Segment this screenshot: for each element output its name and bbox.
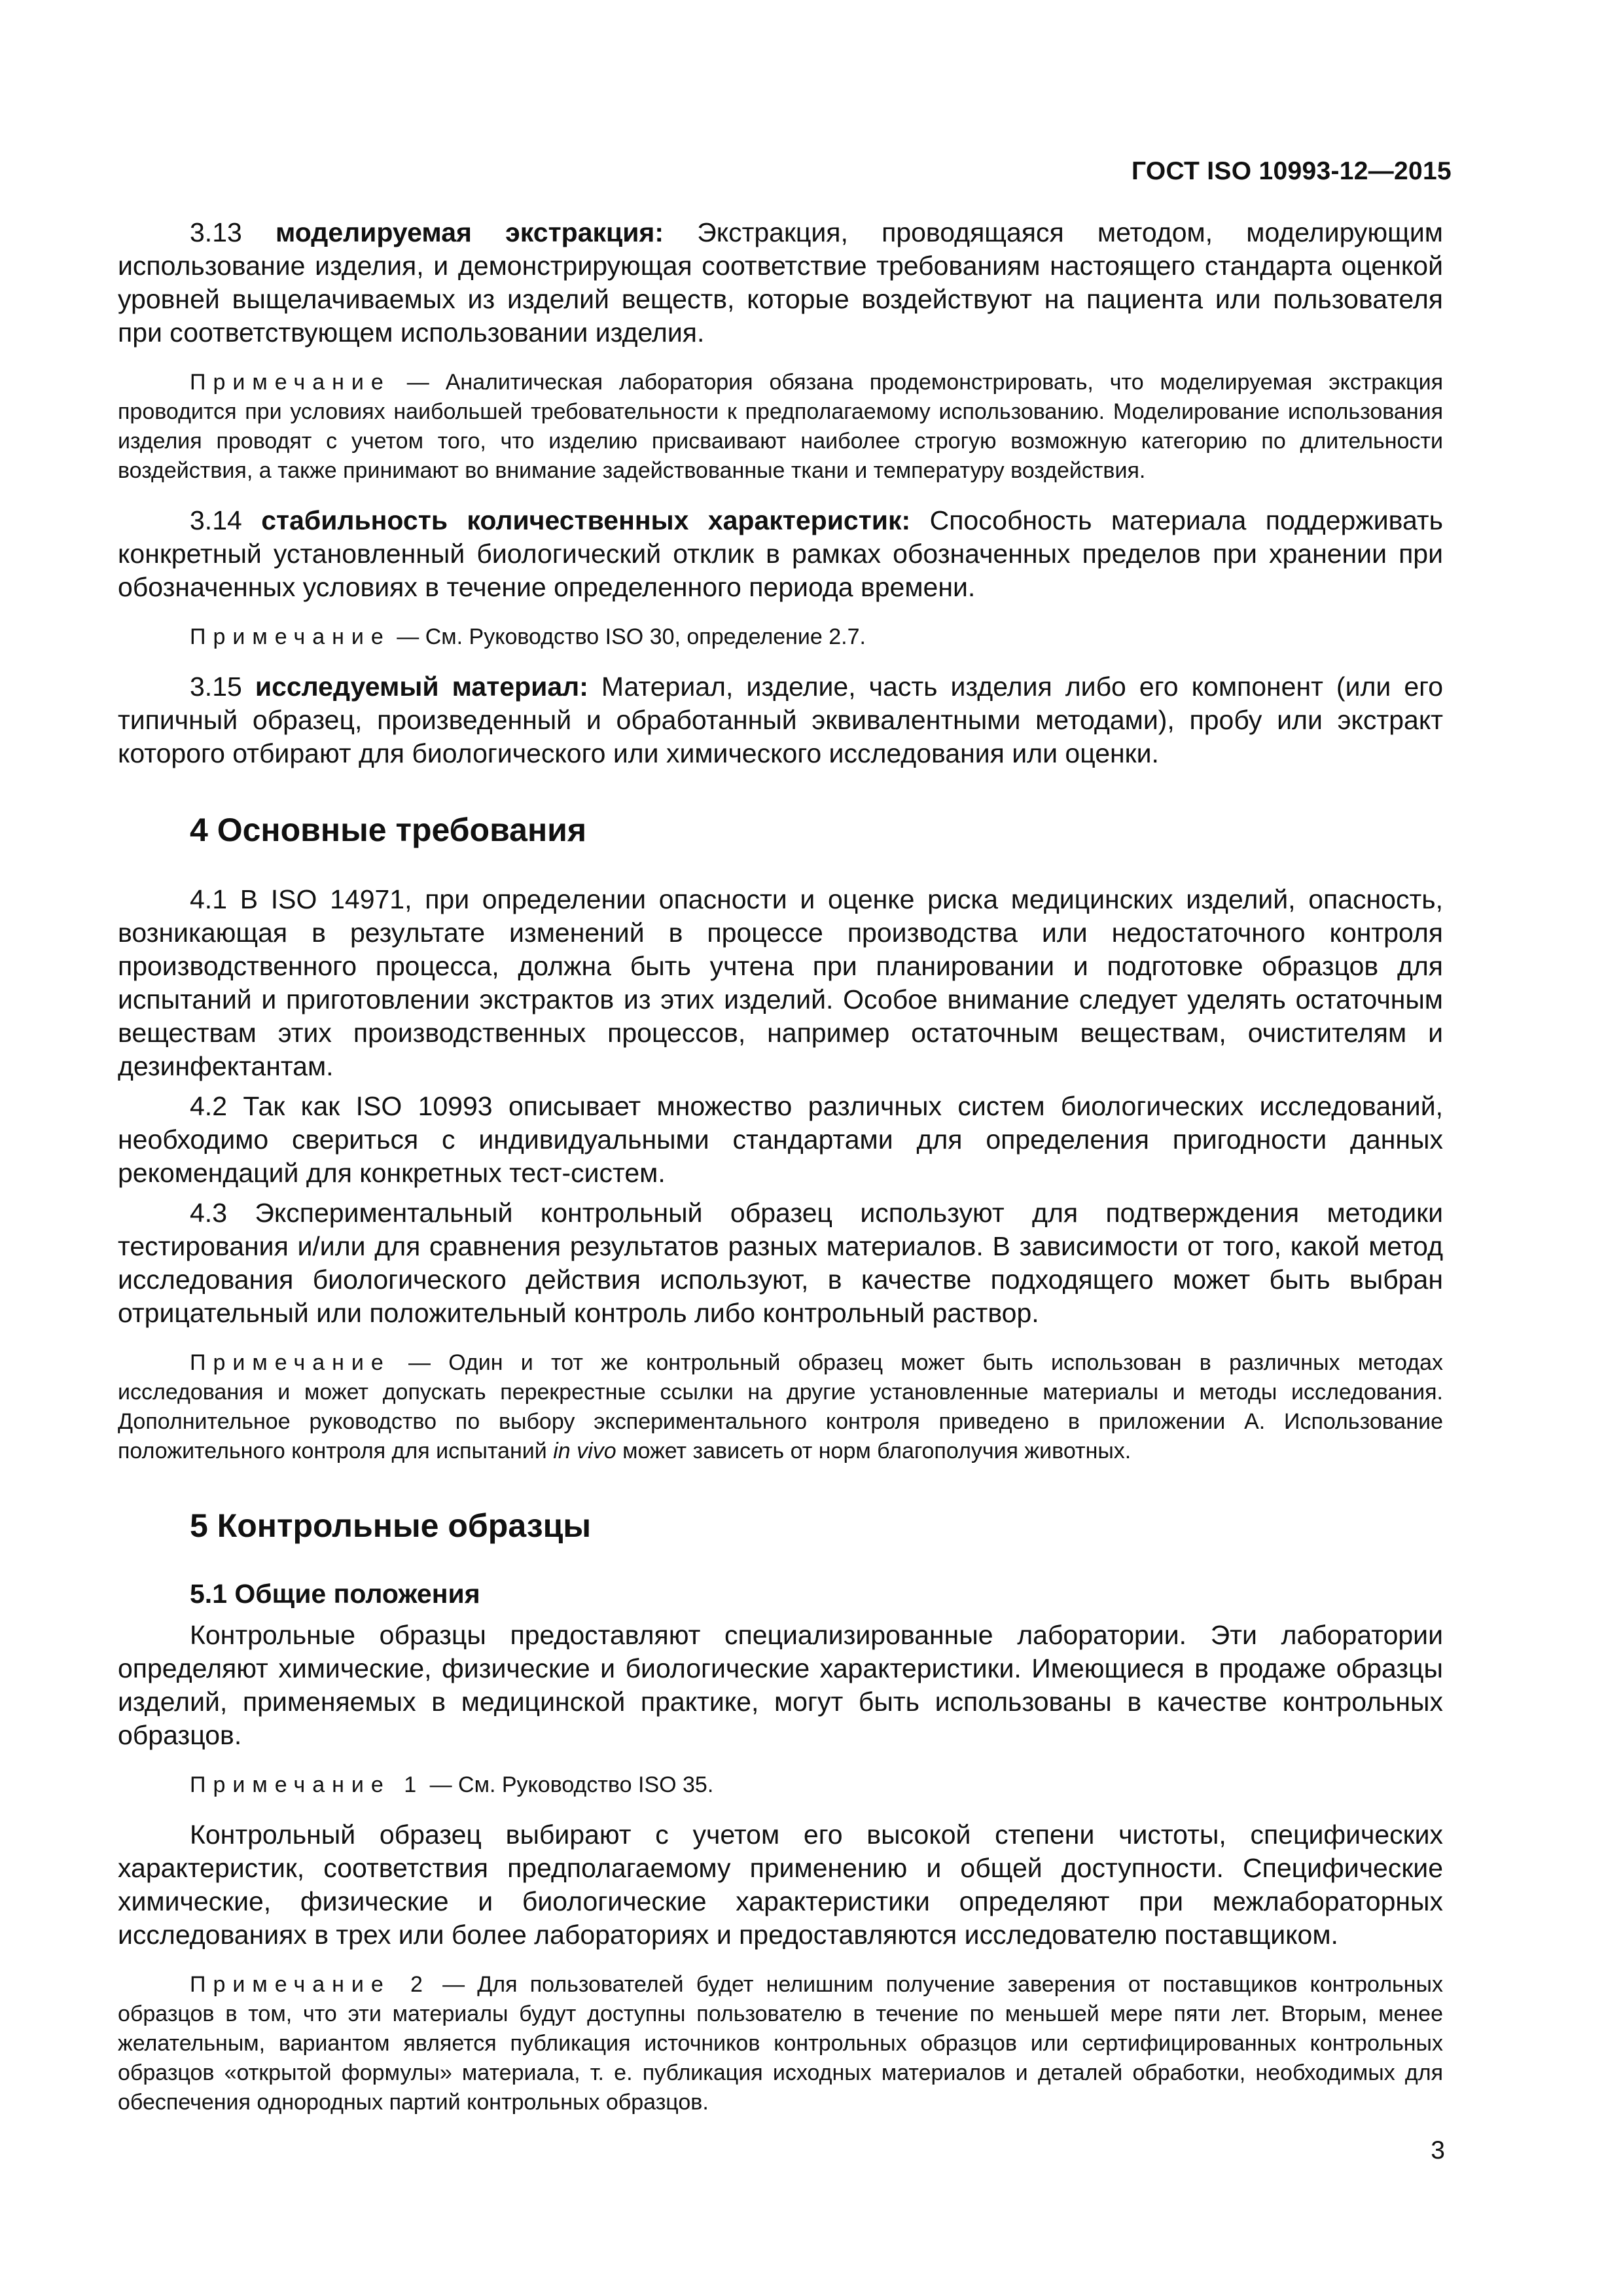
clause-4-3: 4.3 Экспериментальный контрольный образец используют для подтверждения методики тестирования и/или для сравнения результатов разных материалов. В зависимости от того, какой метод исследования биологического действия используют, в качестве подходящего может быть выбран отрицательный или положительный контроль либо контрольный раствор.: [118, 1198, 1443, 1328]
note-text: — См. Руководство ISO 30, определение 2.7.: [390, 624, 866, 649]
page-number: 3: [1431, 2136, 1445, 2164]
section-heading-4: 4 Основные требования: [190, 812, 587, 848]
clause-text: Экстракция, проводящаяся методом, моделирующим использование изделия, и демонстрирующая соответствие требованиям настоящего стандарта оценкой уровней выщелачиваемых из изделий веществ, которые воздействуют на пациента или пользователя при соответствующем использовании изделия.: [118, 217, 1443, 348]
note-text: — Аналитическая лаборатория обязана продемонстрировать, что моделируемая экстракция проводится при условиях наибольшей требовательности к предполагаемому использованию. Моделирование использования изделия проводят с учетом того, что изделию присваивают наиболее строгую возможную категорию по длительности воздействия, а также принимают во внимание задействованные ткани и температуру воздействия.: [118, 370, 1443, 483]
note-text: может зависеть от норм благополучия животных.: [616, 1439, 1132, 1463]
note-label: Примечание 1: [190, 1772, 424, 1797]
clause-3-13: [118, 216, 1443, 350]
note-label: Примечание: [190, 370, 391, 395]
note-text: — См. Руководство ISO 35.: [423, 1772, 714, 1797]
term-heading: стабильность количественных характеристик:: [261, 505, 911, 535]
clause-text: Материал, изделие, часть изделия либо его компонент (или его типичный образец, произведенный и обработанный эквивалентными методами), пробу или экстракт которого отбирают для биологического или химического исследования или оценки.: [118, 672, 1444, 768]
clause-3-15: [118, 670, 1443, 770]
document-header: ГОСТ ISO 10993-12—2015: [1132, 157, 1452, 185]
clause-number: 3.14: [190, 505, 262, 535]
note-5-1-2: [118, 1970, 1443, 2117]
section-heading-5: 5 Контрольные образцы: [190, 1507, 592, 1544]
term-heading: исследуемый материал:: [255, 672, 588, 702]
note-text: — Для пользователей будет нелишним получение заверения от поставщиков контрольных образцов в том, что эти материалы будут доступны пользователю в течение по меньшей мере пяти лет. Вторым, менее желательным, вариантом является публикация источников контрольных образцов или сертифицированных контрольных образцов «открытой формулы» материала, т. е. публикация исходных материалов и деталей обработки, необходимых для обеспечения однородных партий контрольных образцов.: [118, 1972, 1443, 2115]
clause-number: 3.15: [190, 672, 255, 702]
subsection-heading-5-1: 5.1 Общие положения: [190, 1579, 480, 1609]
paragraph-5-1-a: Контрольные образцы предоставляют специализированные лаборатории. Эти лаборатории определяют химические, физические и биологические характеристики. Имеющиеся в продаже образцы изделий, применяемых в медицинской практике, могут быть использованы в качестве контрольных образцов.: [118, 1620, 1443, 1750]
note-3-13: [118, 368, 1443, 486]
page-content: [118, 216, 1443, 2136]
note-5-1-1: [118, 1770, 1443, 1800]
note-4-3: [118, 1348, 1443, 1466]
note-text: — Один и тот же контрольный образец может быть использован в различных методах исследования и может допускать перекрестные ссылки на другие установленные материалы и методы исследования. Дополнительное руководство по выбору экспериментального контроля приведено в приложении А. Использование положительного контроля для испытаний: [118, 1350, 1443, 1463]
clause-number: 3.13: [190, 217, 276, 247]
clause-text: Способность материала поддерживать конкретный установленный биологический отклик в рамках обозначенных пределов при хранении при обозначенных условиях в течение определенного периода времени.: [118, 505, 1443, 602]
term-heading: моделируемая экстракция:: [276, 217, 664, 247]
note-3-14: [118, 622, 1443, 652]
note-label: Примечание 2: [190, 1972, 430, 1997]
note-italic-term: in vivo: [553, 1439, 616, 1463]
note-label: Примечание: [190, 1350, 391, 1375]
note-label: Примечание: [190, 624, 391, 649]
clause-3-14: [118, 504, 1443, 604]
clause-4-1: 4.1 В ISO 14971, при определении опасности и оценке риска медицинских изделий, опасность, возникающая в результате изменений в процессе производства или недостаточного контроля производственного процесса, должна быть учтена при планировании и подготовке образцов для испытаний и приготовлении экстрактов из этих изделий. Особое внимание следует уделять остаточным веществам этих производственных процессов, например остаточным веществам, очистителям и дезинфектантам.: [118, 884, 1443, 1081]
clause-4-2: 4.2 Так как ISO 10993 описывает множество различных систем биологических исследований, необходимо свериться с индивидуальными стандартами для определения пригодности данных рекомендаций для конкретных тест-систем.: [118, 1091, 1443, 1188]
paragraph-5-1-b: Контрольный образец выбирают с учетом его высокой степени чистоты, специфических характеристик, соответствия предполагаемому применению и общей доступности. Специфические химические, физические и биологические характеристики определяют при межлабораторных исследованиях в трех или более лабораториях и предоставляются исследователю поставщиком.: [118, 1820, 1443, 1950]
